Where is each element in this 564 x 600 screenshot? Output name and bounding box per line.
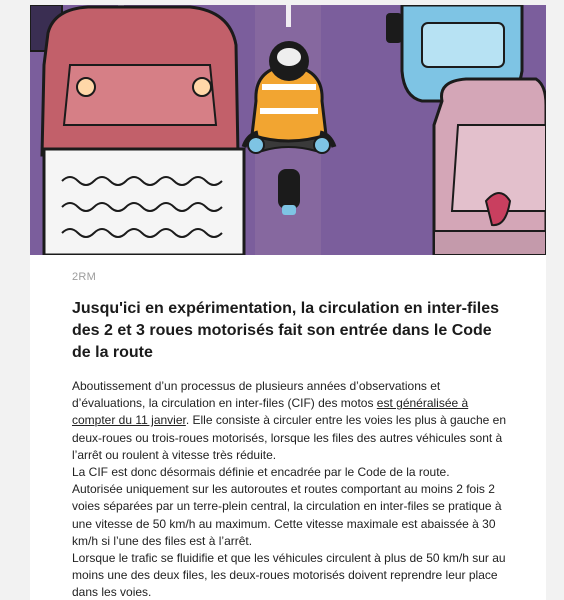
article-card: [30, 5, 546, 600]
article-category: 2RM: [72, 271, 97, 283]
article-title: Jusqu'ici en expérimentation, la circulation en inter-files des 2 et 3 roues motorisés fait son entrée dans le Code de la route: [72, 300, 500, 361]
paragraph-3: Autorisée uniquement sur les autoroutes et routes comportant au moins 2 fois 2 voies séparées par un terre-plein central, la circulation en inter-files se pratique à une vitesse de 50 km/h au maximum. Cette vitesse maximale est abaissée à 30 km/h si l’une des files est à l’arrêt.: [72, 482, 502, 548]
paragraph-1-end: . Elle consiste à circuler entre les voies les plus à gauche en deux-roues ou trois-roues motorisés, lorsque les files des autres véhicules sont à l’arrêt ou roulent à vitesse très réduite.: [72, 413, 507, 462]
article-body: [72, 378, 512, 600]
paragraph-1-start: Aboutissement d’un processus de plusieurs années d’observations et d’évaluations, la circulation en inter-files (CIF) des motos: [72, 379, 441, 411]
generalization-link[interactable]: est généralisée à compter du 11 janvier: [72, 396, 469, 428]
paragraph-1: [72, 378, 512, 464]
article-illustration: [30, 5, 546, 255]
paragraph-2: La CIF est donc désormais définie et encadrée par le Code de la route.: [72, 465, 450, 480]
paragraph-4: Lorsque le trafic se fluidifie et que les véhicules circulent à plus de 50 km/h sur au moins une des deux files, les deux-roues motorisés doivent reprendre leur place dans les voies.: [72, 551, 506, 600]
